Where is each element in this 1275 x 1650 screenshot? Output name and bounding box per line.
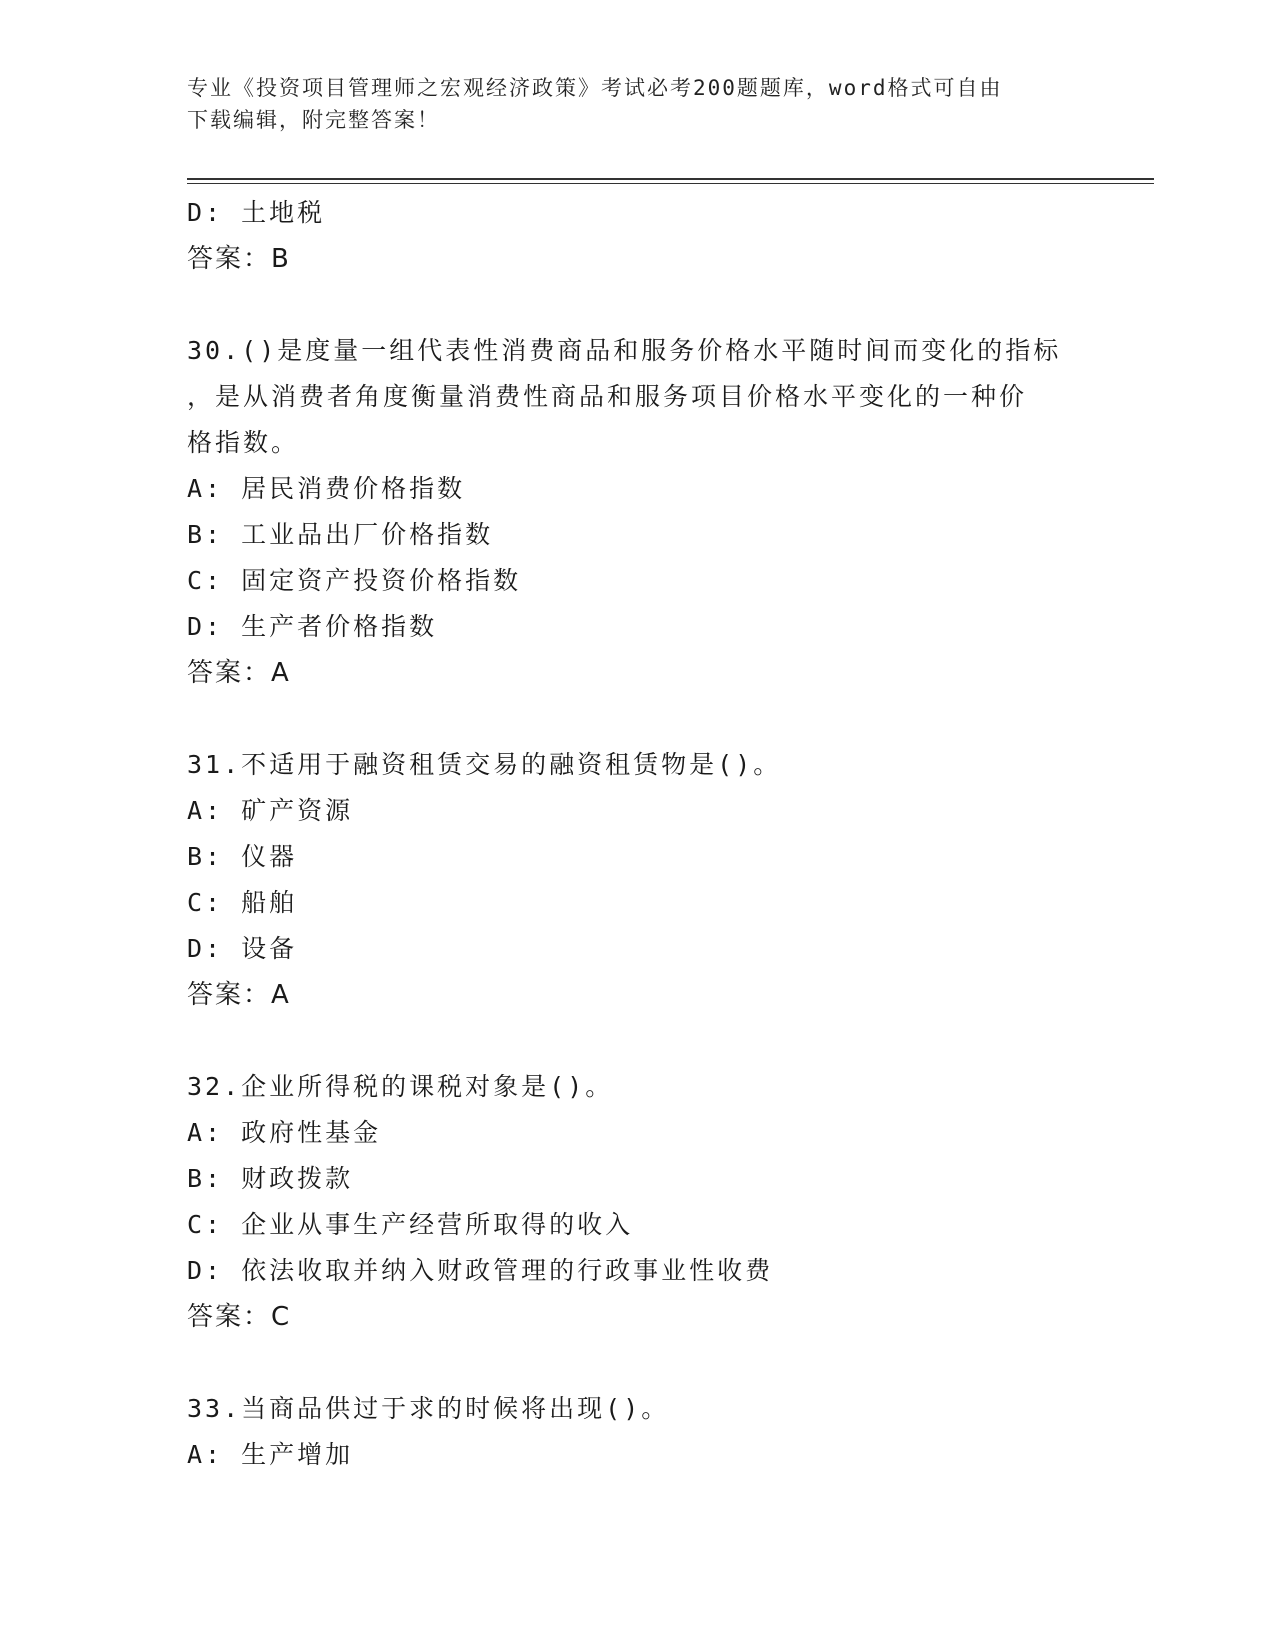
option-c: C: 企业从事生产经营所取得的收入 [187, 1210, 634, 1239]
option-a: A: 矿产资源 [187, 796, 354, 825]
question-31 [187, 742, 1087, 1018]
option-b: B: 财政拨款 [187, 1164, 354, 1193]
header-line-1: 专业《投资项目管理师之宏观经济政策》考试必考200题题库，word格式可自由 [187, 76, 1003, 100]
option-b: B: 仪器 [187, 842, 298, 871]
spacer [187, 282, 1087, 328]
option-d: D: 依法收取并纳入财政管理的行政事业性收费 [187, 1256, 774, 1285]
question-32 [187, 1064, 1087, 1340]
question-stem: ，是从消费者角度衡量消费性商品和服务项目价格水平变化的一种价 [187, 382, 1028, 411]
previous-question-tail [187, 190, 1087, 282]
option-d: D: 设备 [187, 934, 298, 963]
question-stem: 33.当商品供过于求的时候将出现()。 [187, 1394, 670, 1423]
answer-line: 答案：B [187, 244, 291, 274]
option-d: D: 土地税 [187, 198, 326, 227]
answer-line: 答案：A [187, 658, 291, 688]
option-a: A: 政府性基金 [187, 1118, 382, 1147]
question-33 [187, 1386, 1087, 1478]
option-c: C: 固定资产投资价格指数 [187, 566, 522, 595]
header-divider-thick [187, 178, 1154, 180]
header-line-2: 下载编辑，附完整答案！ [187, 108, 440, 132]
answer-line: 答案：C [187, 1302, 292, 1332]
question-stem: 32.企业所得税的课税对象是()。 [187, 1072, 614, 1101]
question-stem: 31.不适用于融资租赁交易的融资租赁物是()。 [187, 750, 782, 779]
option-a: A: 居民消费价格指数 [187, 474, 466, 503]
option-c: C: 船舶 [187, 888, 298, 917]
header-divider-thin [187, 183, 1154, 184]
answer-line: 答案：A [187, 980, 291, 1010]
document-header [187, 72, 1087, 136]
spacer [187, 696, 1087, 742]
question-list [187, 190, 1087, 1478]
spacer [187, 1340, 1087, 1386]
option-d: D: 生产者价格指数 [187, 612, 438, 641]
question-stem: 格指数。 [187, 428, 300, 457]
question-stem: 30.()是度量一组代表性消费商品和服务价格水平随时间而变化的指标 [187, 336, 1062, 365]
option-a: A: 生产增加 [187, 1440, 354, 1469]
question-30 [187, 328, 1087, 696]
spacer [187, 1018, 1087, 1064]
option-b: B: 工业品出厂价格指数 [187, 520, 494, 549]
